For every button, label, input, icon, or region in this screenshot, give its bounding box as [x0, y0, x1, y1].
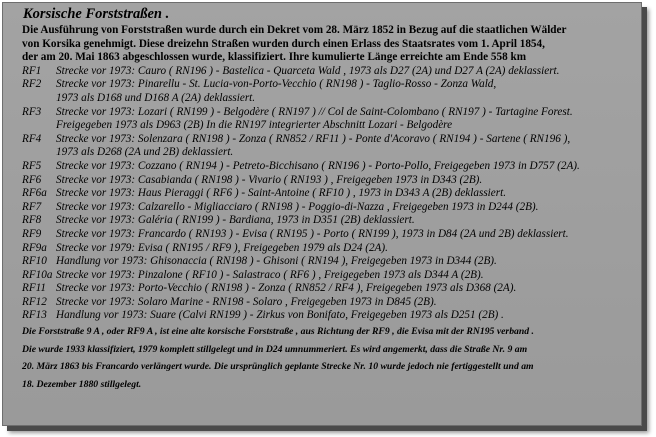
intro-line: Die Ausführung von Forststraßen wurde durch ein Dekret vom 28. März 1852 in Bezug auf die staatlichen Wälder [22, 24, 567, 36]
route-list [9, 65, 635, 323]
route-code: RF6 [22, 173, 42, 186]
route-description [56, 296, 437, 310]
route-description-line: Freigegeben 1973 als D963 (2B) In die RN197 integrierter Abschnitt Lozari - Belgodère [56, 119, 453, 132]
route-description [56, 282, 516, 296]
route-item [9, 269, 635, 283]
route-item [9, 296, 635, 310]
route-description-line: Strecke vor 1979: Evisa ( RN195 / RF9 ), Freigegeben 1979 als D24 (2A). [56, 241, 388, 254]
route-code: RF10 [22, 255, 47, 268]
route-item [9, 228, 635, 242]
intro-paragraph [9, 24, 635, 65]
route-code: RF5 [22, 159, 42, 172]
route-item [9, 282, 635, 296]
forest-roads-panel [2, 2, 642, 426]
route-description [56, 65, 559, 79]
route-description-line: Strecke vor 1973: Galéria ( RN199 ) - Bardiana, 1973 in D351 (2B) deklassiert. [56, 214, 415, 227]
route-description [56, 228, 569, 242]
route-description-line: Strecke vor 1973: Cauro ( RN196 ) - Bastelica - Quarceta Wald , 1973 als D27 (2A) und D27 A (2A) deklassiert. [56, 64, 560, 77]
route-description [56, 309, 504, 323]
route-code: RF13 [22, 309, 47, 322]
route-code: RF6a [22, 187, 47, 200]
route-description [56, 214, 415, 228]
route-description-line: 1973 als D168 und D168 A (2A) deklassiert. [56, 91, 256, 104]
route-item [9, 255, 635, 269]
route-description-line: Strecke vor 1973: Lozari ( RN199 ) - Belgodère ( RN197 ) // Col de Saint-Colombano ( RN197 ) - Tartagine Forest. [56, 105, 573, 118]
route-description-line: Handlung vor 1973: Ghisonaccia ( RN198 ) - Ghisoni ( RN194 ), Freigegeben 1973 in D344 (2B). [56, 255, 497, 268]
route-item [9, 65, 635, 79]
route-item [9, 133, 635, 160]
route-description [56, 78, 496, 105]
route-description-line: Handlung vor 1973: Suare (Calvi RN199 ) - Zirkus von Bonifato, Freigegeben 1973 als D251 (2B) . [56, 309, 504, 322]
route-description [56, 174, 482, 188]
route-code: RF3 [22, 105, 42, 118]
outro-line: Die wurde 1933 klassifiziert, 1979 komplett stillgelegt und in D24 umnummeriert. Es wird angemerkt, dass die Straße Nr. 9 am [22, 343, 528, 355]
route-description-line: Strecke vor 1973: Calzarello - Migliacciaro ( RN198 ) - Poggio-di-Nazza , Freigegeben 1973 in D244 (2B). [56, 200, 539, 213]
intro-line: der am 20. Mai 1863 abgeschlossen wurde, klassifiziert. Ihre kumulierte Länge erreichte am Ende 558 km [22, 51, 527, 64]
route-code: RF9a [22, 241, 47, 254]
route-description [56, 133, 570, 160]
route-description-line: Strecke vor 1973: Solaro Marine - RN198 - Solaro , Freigegeben 1973 in D845 (2B). [56, 295, 437, 308]
route-code: RF10a [22, 268, 53, 281]
route-code: RF11 [22, 282, 47, 295]
route-description [56, 242, 388, 256]
route-description-line: Strecke vor 1973: Pinarellu - St. Lucia-von-Porto-Vecchio ( RN198 ) - Taglio-Rosso - Zonza Wald, [56, 78, 497, 91]
route-description [56, 269, 484, 283]
route-code: RF9 [22, 227, 42, 240]
route-description-line: Strecke vor 1973: Porto-Vecchio ( RN198 ) - Zonza ( RN852 / RF4 ), Freigegeben 1973 als D368 (2A). [56, 282, 517, 295]
route-description-line: 1973 als D268 (2A und 2B) deklassiert. [56, 146, 234, 159]
route-description-line: Strecke vor 1973: Francardo ( RN193 ) - Evisa ( RN195 ) - Porto ( RN199 ), 1973 in D84 (2A und 2B) deklassiert. [56, 227, 569, 240]
outro-line: 18. Dezember 1880 stillgelegt. [22, 379, 142, 391]
route-description [56, 201, 538, 215]
route-description-line: Strecke vor 1973: Casabianda ( RN198 ) - Vivario ( RN193 ) , Freigegeben 1973 in D343 (2B). [56, 173, 483, 186]
route-code: RF4 [22, 132, 42, 145]
route-code: RF7 [22, 200, 42, 213]
route-description-line: Strecke vor 1973: Pinzalone ( RF10 ) - Salastraco ( RF6 ) , Freigegeben 1973 als D344 A (2B). [56, 268, 484, 281]
route-item [9, 106, 635, 133]
outro-line: 20. März 1863 bis Francardo verlängert wurde. Die ursprünglich geplante Strecke Nr. 10 wurde jedoch nie fertiggestellt und am [22, 361, 534, 373]
route-code: RF8 [22, 214, 42, 227]
route-item [9, 187, 635, 201]
route-description [56, 160, 580, 174]
page-title: Korsische Forststraßen . [23, 6, 170, 22]
route-description-line: Strecke vor 1973: Solenzara ( RN198 ) - Zonza ( RN852 / RF11 ) - Ponte d'Acoravo ( RN194 ) - Sartene ( RN196 ), [56, 132, 571, 145]
route-description-line: Strecke vor 1973: Haus Pieraggi ( RF6 ) - Saint-Antoine ( RF10 ) , 1973 in D343 A (2B) deklassiert. [56, 187, 507, 200]
route-item [9, 242, 635, 256]
route-description [56, 106, 573, 133]
outro-line: Die Forststraße 9 A , oder RF9 A , ist eine alte korsische Forststraße , aus Richtung der RF9 , die Evisa mit der RN195 verband . [22, 326, 534, 338]
route-item [9, 174, 635, 188]
route-description [56, 255, 497, 269]
route-description [56, 187, 506, 201]
route-item [9, 78, 635, 105]
route-item [9, 160, 635, 174]
route-code: RF1 [22, 64, 42, 77]
route-code: RF2 [22, 78, 42, 91]
route-item [9, 214, 635, 228]
route-code: RF12 [22, 295, 47, 308]
route-item [9, 201, 635, 215]
route-description-line: Strecke vor 1973: Cozzano ( RN194 ) - Petreto-Bicchisano ( RN196 ) - Porto-Pollo, Freigegeben 1973 in D757 (2A). [56, 159, 580, 172]
intro-line: von Korsika genehmigt. Diese dreizehn Straßen wurden durch einen Erlass des Staatsrates vom 1. April 1854, [22, 37, 545, 50]
route-item [9, 309, 635, 323]
outro-paragraph [9, 324, 635, 394]
